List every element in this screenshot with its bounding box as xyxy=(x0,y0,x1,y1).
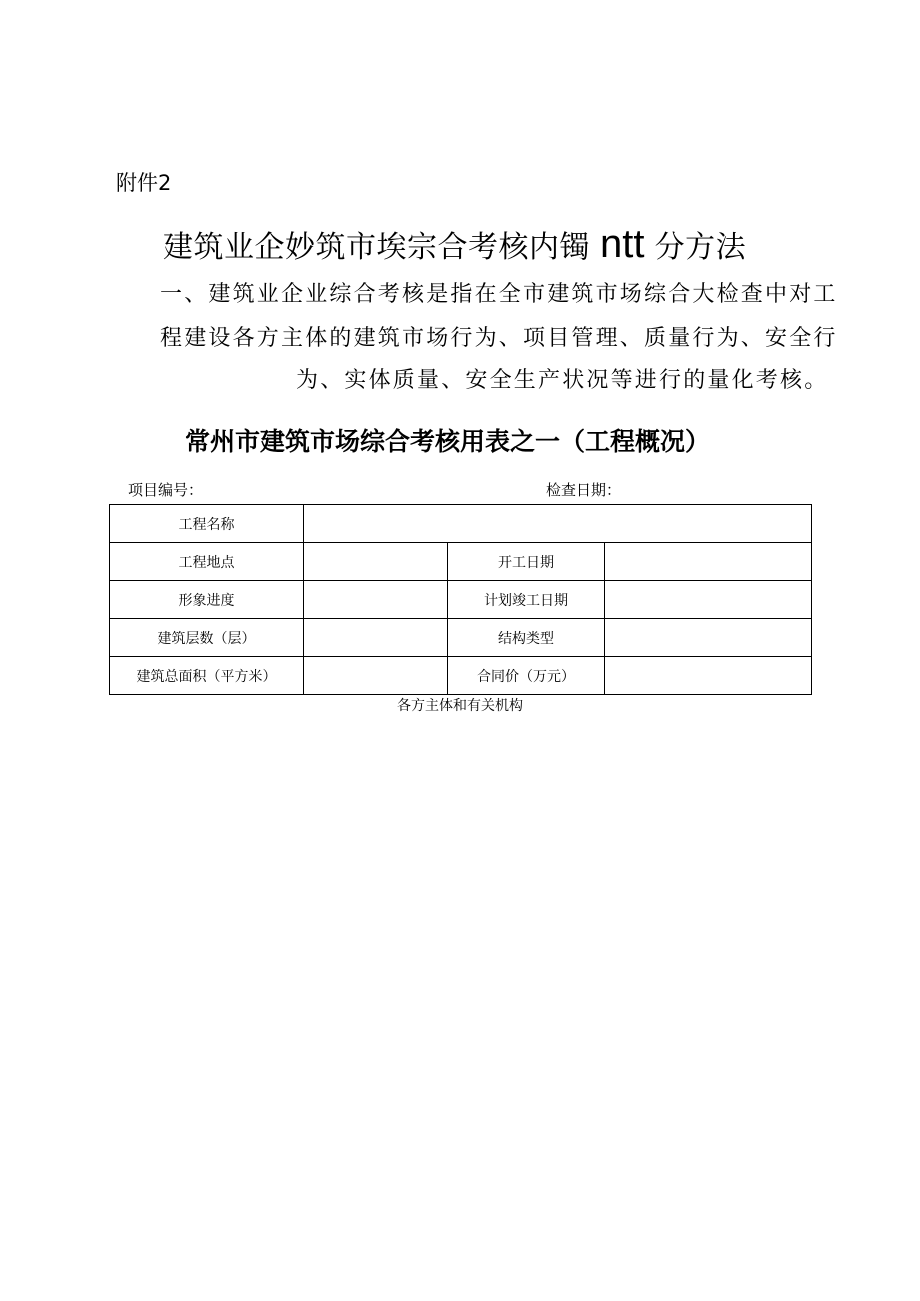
planned-completion-date-label: 计划竣工日期 xyxy=(448,581,605,619)
project-number-label: 项目编号： xyxy=(128,481,204,499)
table-row xyxy=(110,619,812,657)
start-date-label: 开工日期 xyxy=(448,543,605,581)
table-row xyxy=(110,543,812,581)
total-floor-area-label: 建筑总面积（平方米） xyxy=(110,657,304,695)
check-date-label: 检查日期： xyxy=(546,481,622,499)
project-location-value[interactable] xyxy=(304,543,448,581)
paragraph-line-3: 为、实体质量、安全生产状况等进行的量化考核。 xyxy=(296,368,829,393)
attachment-label: 附件2 xyxy=(116,171,172,195)
project-overview-table xyxy=(109,504,812,695)
progress-value[interactable] xyxy=(304,581,448,619)
document-title-part-3: 分方法 xyxy=(654,230,747,265)
table-title: 常州市建筑市场综合考核用表之一（工程概况） xyxy=(185,427,711,456)
document-title xyxy=(163,224,746,268)
total-floor-area-value[interactable] xyxy=(304,657,448,695)
document-title-part-2: ntt xyxy=(600,222,645,266)
progress-label: 形象进度 xyxy=(110,581,304,619)
building-floors-value[interactable] xyxy=(304,619,448,657)
contract-price-value[interactable] xyxy=(605,657,812,695)
project-location-label: 工程地点 xyxy=(110,543,304,581)
table-row xyxy=(110,505,812,543)
contract-price-label: 合同价（万元） xyxy=(448,657,605,695)
planned-completion-date-value[interactable] xyxy=(605,581,812,619)
parties-and-institutions-heading: 各方主体和有关机构 xyxy=(397,698,523,714)
table-row xyxy=(110,657,812,695)
project-name-label: 工程名称 xyxy=(110,505,304,543)
paragraph-line-1: 一、建筑业企业综合考核是指在全市建筑市场综合大检查中对工 xyxy=(160,282,838,307)
building-floors-label: 建筑层数（层） xyxy=(110,619,304,657)
table-row xyxy=(110,581,812,619)
structure-type-label: 结构类型 xyxy=(448,619,605,657)
structure-type-value[interactable] xyxy=(605,619,812,657)
document-title-part-1: 建筑业企妙筑市埃宗合考核内镯 xyxy=(163,230,590,265)
start-date-value[interactable] xyxy=(605,543,812,581)
paragraph-line-2: 程建设各方主体的建筑市场行为、项目管理、质量行为、安全行 xyxy=(160,326,838,351)
project-name-value[interactable] xyxy=(304,505,812,543)
